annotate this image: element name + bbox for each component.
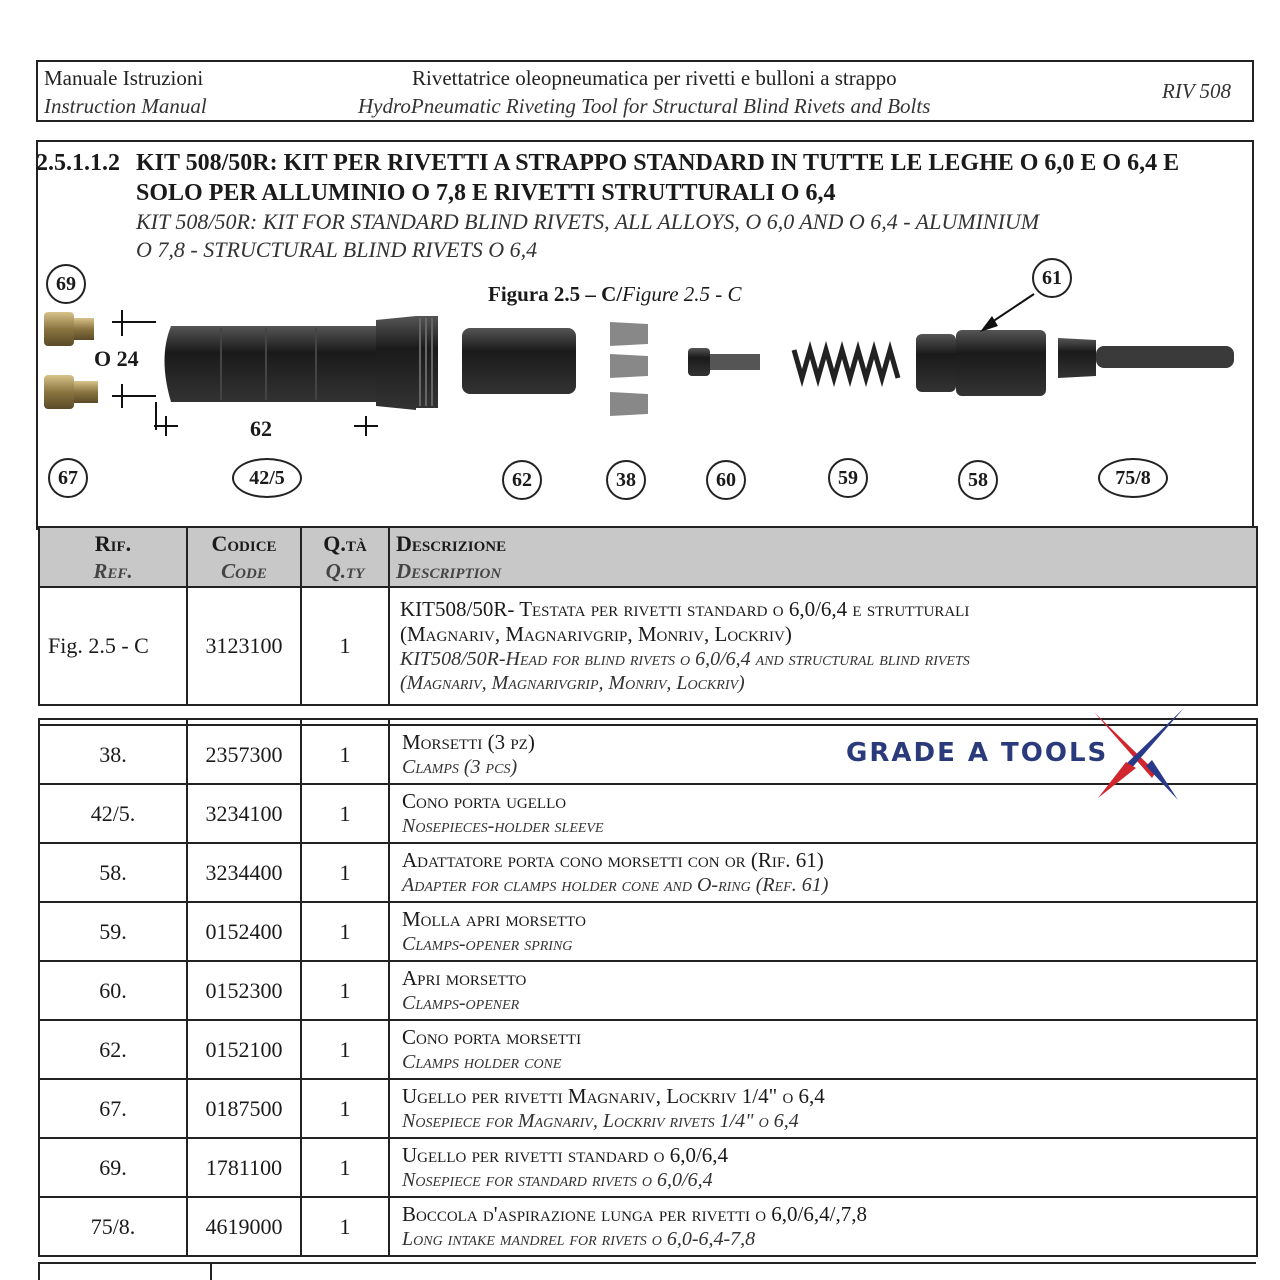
nosepiece-69-part	[44, 312, 94, 346]
table-row: 58. 3234400 1 Adattatore porta cono morsetti con or (Rif. 61) Adapter for clamps holder cone and O-ring (Ref. 61)	[39, 843, 1257, 902]
figure-caption-en: Figure 2.5 - C	[622, 282, 742, 306]
spring-59-part	[794, 350, 898, 378]
kit-description: KIT508/50R- Testata per rivetti standard o 6,0/6,4 e strutturali (Magnariv, Magnarivgrip, Monriv, Lockriv) KIT508/50R-Head for blind rivets o 6,0/6,4 and structural blind rivets (Magnariv, Magnarivgrip, Monriv, Lockriv)	[389, 587, 1257, 705]
kit-table	[38, 526, 1258, 706]
exploded-parts-drawing	[36, 260, 1254, 530]
section-title-en-2: O 7,8 - STRUCTURAL BLIND RIVETS O 6,4	[136, 237, 538, 262]
kit-qty: 1	[301, 587, 389, 705]
logo-text: GRADE A TOOLS	[846, 738, 1109, 768]
callout-69: 69	[46, 264, 86, 304]
table-row: 67. 0187500 1 Ugello per rivetti Magnariv, Lockriv 1/4" o 6,4 Nosepiece for Magnariv, Lockriv rivets 1/4" o 6,4	[39, 1079, 1257, 1138]
table-row: 69. 1781100 1 Ugello per rivetti standard o 6,0/6,4 Nosepiece for standard rivets o 6,0/6,4	[39, 1138, 1257, 1197]
section-title-it-1: KIT 508/50R: KIT PER RIVETTI A STRAPPO STANDARD IN TUTTE LE LEGHE O 6,0 E O 6,4 E	[136, 150, 1180, 176]
section-number: 2.5.1.1.2	[36, 150, 120, 176]
kit-code: 3123100	[187, 587, 301, 705]
model-label: RIV 508	[1162, 79, 1232, 103]
clamps-38-part	[610, 322, 648, 416]
manual-label-it: Manuale Istruzioni	[44, 66, 204, 90]
callout-38: 38	[606, 460, 646, 500]
mandrel-75-8-part	[1058, 338, 1234, 378]
table-row: 62. 0152100 1 Cono porta morsetti Clamps holder cone	[39, 1020, 1257, 1079]
ref-column-header: Rif. Ref.	[39, 527, 187, 587]
adapter-58-part	[916, 330, 1046, 396]
callout-61: 61	[1032, 258, 1072, 298]
manual-label-en: Instruction Manual	[44, 94, 207, 118]
grade-a-tools-logo	[846, 706, 1186, 802]
callout-42-5: 42/5	[232, 458, 302, 498]
qty-column-header: Q.tà Q.ty	[301, 527, 389, 587]
kit-ref: Fig. 2.5 - C	[39, 587, 187, 705]
callout-59: 59	[828, 458, 868, 498]
section-title-en-1: KIT 508/50R: KIT FOR STANDARD BLIND RIVETS, ALL ALLOYS, O 6,0 AND O 6,4 - ALUMINIUM	[136, 209, 1040, 234]
header-title-en: HydroPneumatic Riveting Tool for Structural Blind Rivets and Bolts	[358, 94, 931, 118]
next-table-row-edge	[38, 1262, 1256, 1280]
callout-75-8: 75/8	[1098, 458, 1168, 498]
code-column-header: Codice Code	[187, 527, 301, 587]
table-header-row	[39, 527, 1257, 587]
nosepiece-holder-42-5-part	[165, 316, 439, 410]
table-row: 38. 2357300 1 Morsetti (3 pz) Clamps (3 pcs)	[39, 725, 1257, 784]
logo-x-mark	[1086, 706, 1186, 802]
callout-62: 62	[502, 460, 542, 500]
table-row: 42/5. 3234100 1 Cono porta ugello Nosepieces-holder sleeve	[39, 784, 1257, 843]
figure-caption-it: Figura 2.5 – C/	[488, 282, 623, 306]
table-row: 59. 0152400 1 Molla apri morsetto Clamps-opener spring	[39, 902, 1257, 961]
callout-67: 67	[48, 458, 88, 498]
kit-row	[39, 587, 1257, 705]
table-row: 75/8. 4619000 1 Boccola d'aspirazione lunga per rivetti o 6,0/6,4/,7,8 Long intake mandrel for rivets o 6,0-6,4-7,8	[39, 1197, 1257, 1256]
description-column-header: Descrizione Description	[389, 527, 1257, 587]
next-table-divider	[210, 1262, 212, 1280]
table-row: 60. 0152300 1 Apri morsetto Clamps-opener	[39, 961, 1257, 1020]
section-title-it-2: SOLO PER ALLUMINIO O 7,8 E RIVETTI STRUTTURALI O 6,4	[136, 180, 836, 206]
clamps-holder-cone-62-part	[462, 328, 576, 394]
callout-58: 58	[958, 460, 998, 500]
diameter-dimension: O 24	[94, 346, 139, 371]
nosepiece-67-part	[44, 375, 98, 409]
length-dimension: 62	[250, 416, 272, 441]
callout-60: 60	[706, 460, 746, 500]
header-title-it: Rivettatrice oleopneumatica per rivetti e bulloni a strappo	[412, 66, 897, 90]
clamps-opener-60-part	[688, 348, 760, 376]
